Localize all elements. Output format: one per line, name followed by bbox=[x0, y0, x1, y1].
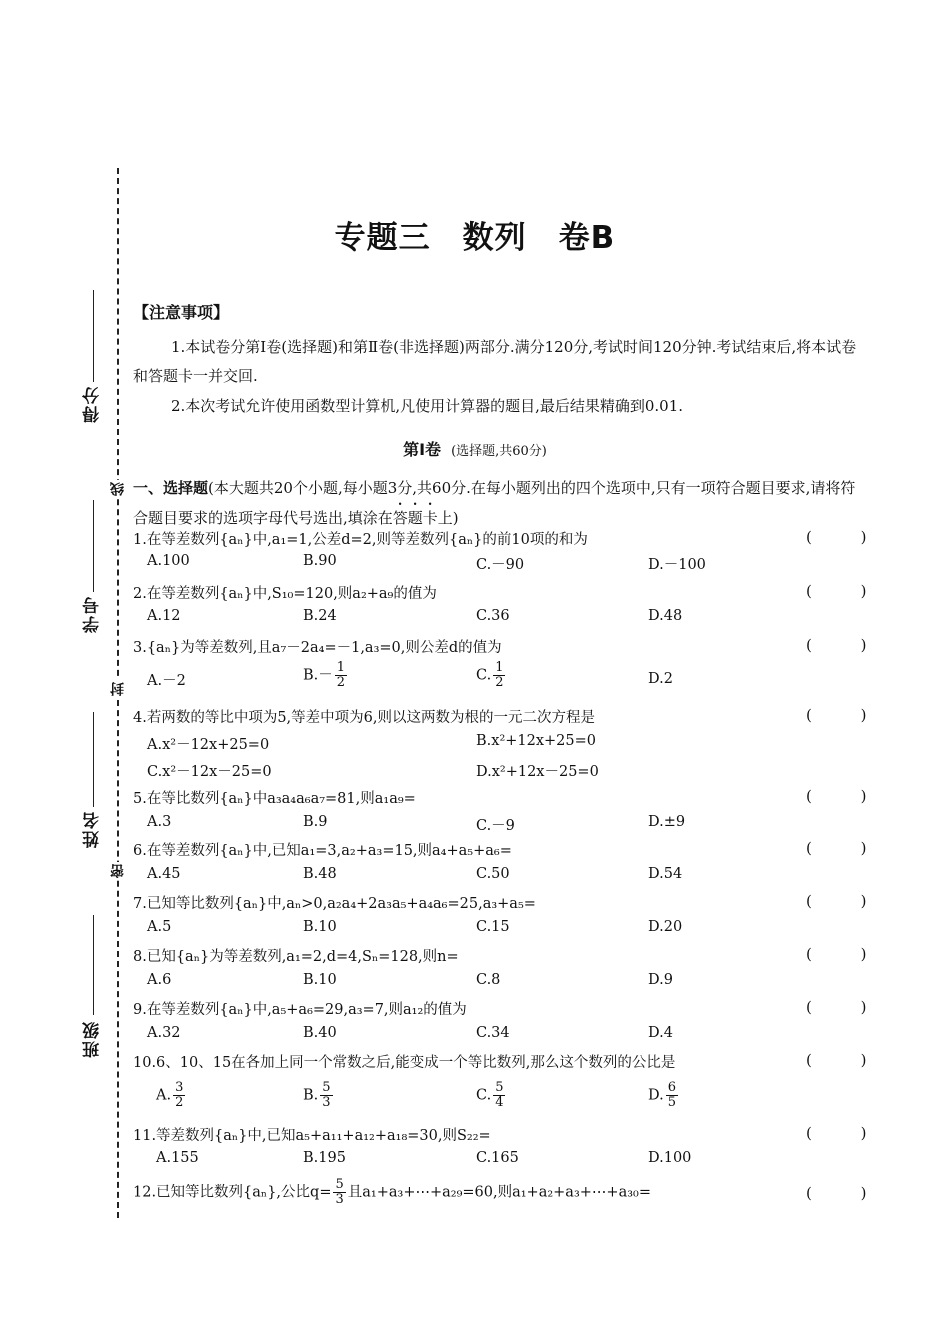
option-7b: B.10 bbox=[303, 919, 337, 935]
score-blank[interactable] bbox=[93, 290, 94, 382]
fraction-numerator: 5 bbox=[335, 1177, 344, 1192]
title-topic: 专题三 bbox=[334, 220, 431, 256]
fraction-3b bbox=[335, 661, 347, 690]
option-6a: A.45 bbox=[147, 866, 181, 882]
section-title: 第Ⅰ卷 bbox=[403, 440, 442, 459]
option-7c: C.15 bbox=[476, 919, 510, 935]
fraction-numerator: 1 bbox=[495, 660, 504, 675]
option-5b: B.9 bbox=[303, 814, 328, 830]
option-4d: D.x²+12x－25=0 bbox=[476, 764, 599, 780]
option-5c: C.－9 bbox=[476, 818, 515, 834]
answer-box-7[interactable]: ( ) bbox=[806, 892, 889, 910]
question-7: 7.已知等比数列{aₙ}中,aₙ>0,a₂a₄+2a₃a₅+a₄a₆=25,a₃+a₅= bbox=[133, 896, 536, 912]
option-1d: D.－100 bbox=[648, 557, 706, 573]
question-8: 8.已知{aₙ}为等差数列,a₁=2,d=4,Sₙ=128,则n= bbox=[133, 949, 459, 965]
option-3c bbox=[476, 661, 507, 690]
option-2b: B.24 bbox=[303, 608, 337, 624]
question-2: 2.在等差数列{aₙ}中,S₁₀=120,则a₂+a₉的值为 bbox=[133, 586, 437, 602]
question-5: 5.在等比数列{aₙ}中a₃a₄a₆a₇=81,则a₁a₉= bbox=[133, 791, 416, 807]
notice-item-1: 1.本试卷分第Ⅰ卷(选择题)和第Ⅱ卷(非选择题)两部分.满分120分,考试时间120分钟.考试结束后,将本试卷和答题卡一并交回. bbox=[133, 338, 857, 385]
answer-box-3[interactable]: ( ) bbox=[806, 636, 889, 654]
instructions-text: (本大题共20个小题,每小题3分,共60分.在每小题列出的四个选项中,只有一项符合题目要求,请将符合题目要求的选项字母代号选出,填涂在 bbox=[133, 479, 856, 527]
option-4c: C.x²－12x－25=0 bbox=[147, 764, 272, 780]
section-heading bbox=[0, 437, 950, 460]
option-3b-label: B.－ bbox=[303, 667, 333, 684]
fraction-3c bbox=[493, 661, 505, 690]
section-instructions bbox=[133, 476, 858, 530]
question-12-suffix: 且a₁+a₃+⋯+a₂₉=60,则a₁+a₂+a₃+⋯+a₃₀= bbox=[347, 1184, 651, 1201]
option-2d: D.48 bbox=[648, 608, 683, 624]
fraction-10b bbox=[320, 1081, 332, 1110]
question-11: 11.等差数列{aₙ}中,已知a₅+a₁₁+a₁₂+a₁₈=30,则S₂₂= bbox=[133, 1128, 491, 1144]
option-1b: B.90 bbox=[303, 553, 337, 569]
answer-box-2[interactable]: ( ) bbox=[806, 582, 889, 600]
option-5a: A.3 bbox=[147, 814, 172, 830]
question-12-prefix: 12.已知等比数列{aₙ},公比q= bbox=[133, 1184, 332, 1201]
option-10b bbox=[303, 1081, 335, 1110]
fraction-numerator: 5 bbox=[322, 1080, 331, 1095]
question-12 bbox=[133, 1178, 853, 1207]
question-3: 3.{aₙ}为等差数列,且a₇－2a₄=－1,a₃=0,则公差d的值为 bbox=[133, 640, 502, 656]
answer-box-8[interactable]: ( ) bbox=[806, 945, 889, 963]
option-8c: C.8 bbox=[476, 972, 501, 988]
answer-box-4[interactable]: ( ) bbox=[806, 706, 889, 724]
option-10a bbox=[156, 1081, 187, 1110]
option-4b: B.x²+12x+25=0 bbox=[476, 733, 597, 749]
option-10c bbox=[476, 1081, 507, 1110]
class-label: 班级 bbox=[83, 1020, 103, 1058]
option-3a: A.－2 bbox=[147, 673, 186, 689]
class-blank[interactable] bbox=[93, 915, 94, 1015]
fraction-denominator: 3 bbox=[335, 1192, 344, 1207]
fraction-denominator: 3 bbox=[322, 1095, 331, 1110]
name-blank[interactable] bbox=[93, 712, 94, 807]
answer-box-1[interactable]: ( ) bbox=[806, 528, 889, 546]
instructions-end: 上) bbox=[437, 509, 459, 527]
option-9b: B.40 bbox=[303, 1025, 337, 1041]
option-11a: A.155 bbox=[156, 1150, 199, 1166]
option-6d: D.54 bbox=[648, 866, 683, 882]
option-7a: A.5 bbox=[147, 919, 172, 935]
option-10d bbox=[648, 1081, 680, 1110]
question-6: 6.在等差数列{aₙ}中,已知a₁=3,a₂+a₃=15,则a₄+a₅+a₆= bbox=[133, 843, 512, 859]
option-5d: D.±9 bbox=[648, 814, 686, 830]
fraction-denominator: 5 bbox=[667, 1095, 676, 1110]
option-6b: B.48 bbox=[303, 866, 337, 882]
option-11c: C.165 bbox=[476, 1150, 519, 1166]
option-11d: D.100 bbox=[648, 1150, 692, 1166]
option-2c: C.36 bbox=[476, 608, 510, 624]
option-1c: C.－90 bbox=[476, 557, 525, 573]
instructions-label: 一、选择题 bbox=[133, 479, 209, 497]
title-subject: 数列 bbox=[462, 220, 527, 256]
score-label: 得分 bbox=[83, 385, 103, 423]
option-3b bbox=[303, 661, 349, 690]
option-10b-label: B. bbox=[303, 1087, 319, 1104]
answer-box-12[interactable]: ( ) bbox=[806, 1184, 889, 1202]
option-8a: A.6 bbox=[147, 972, 172, 988]
answer-box-10[interactable]: ( ) bbox=[806, 1051, 889, 1069]
fraction-denominator: 4 bbox=[495, 1095, 504, 1110]
fraction-numerator: 3 bbox=[175, 1080, 184, 1095]
student-no-label: 学号 bbox=[83, 595, 103, 633]
cut-word-secret: 密 bbox=[110, 864, 126, 878]
instructions-emphasis: 答题卡 bbox=[392, 509, 438, 527]
cut-word-line: 线 bbox=[110, 482, 126, 496]
option-7d: D.20 bbox=[648, 919, 683, 935]
option-10d-label: D. bbox=[648, 1087, 664, 1104]
answer-box-5[interactable]: ( ) bbox=[806, 787, 889, 805]
option-8d: D.9 bbox=[648, 972, 673, 988]
option-11b: B.195 bbox=[303, 1150, 346, 1166]
option-3d: D.2 bbox=[648, 671, 673, 687]
cut-word-seal: 封 bbox=[110, 682, 126, 696]
option-8b: B.10 bbox=[303, 972, 337, 988]
fraction-denominator: 2 bbox=[175, 1095, 184, 1110]
answer-box-6[interactable]: ( ) bbox=[806, 839, 889, 857]
fraction-12 bbox=[333, 1178, 345, 1207]
option-9c: C.34 bbox=[476, 1025, 510, 1041]
fraction-denominator: 2 bbox=[336, 675, 346, 690]
option-10a-label: A. bbox=[156, 1087, 172, 1104]
page-title bbox=[0, 212, 950, 257]
fraction-numerator: 5 bbox=[495, 1080, 504, 1095]
fraction-numerator: 1 bbox=[336, 660, 346, 675]
fraction-10d bbox=[666, 1081, 678, 1110]
fraction-denominator: 2 bbox=[495, 675, 504, 690]
question-1: 1.在等差数列{aₙ}中,a₁=1,公差d=2,则等差数列{aₙ}的前10项的和为 bbox=[133, 532, 588, 548]
question-10: 10.6、10、15在各加上同一个常数之后,能变成一个等比数列,那么这个数列的公比是 bbox=[133, 1055, 676, 1071]
answer-box-9[interactable]: ( ) bbox=[806, 998, 889, 1016]
notice-heading: 【注意事项】 bbox=[133, 303, 230, 322]
option-1a: A.100 bbox=[147, 553, 190, 569]
answer-box-11[interactable]: ( ) bbox=[806, 1124, 889, 1142]
section-subtitle: (选择题,共60分) bbox=[451, 444, 547, 459]
question-9: 9.在等差数列{aₙ}中,a₅+a₆=29,a₃=7,则a₁₂的值为 bbox=[133, 1002, 467, 1018]
option-6c: C.50 bbox=[476, 866, 510, 882]
option-9a: A.32 bbox=[147, 1025, 181, 1041]
student-no-blank[interactable] bbox=[93, 500, 94, 592]
fraction-10c bbox=[493, 1081, 505, 1110]
name-label: 姓名 bbox=[83, 810, 103, 848]
title-volume: 卷B bbox=[558, 220, 616, 256]
option-9d: D.4 bbox=[648, 1025, 673, 1041]
option-2a: A.12 bbox=[147, 608, 181, 624]
fraction-10a bbox=[173, 1081, 185, 1110]
option-3c-label: C. bbox=[476, 667, 492, 684]
fraction-numerator: 6 bbox=[667, 1080, 676, 1095]
option-4a: A.x²－12x+25=0 bbox=[147, 737, 270, 753]
option-10c-label: C. bbox=[476, 1087, 492, 1104]
notice-item-2: 2.本次考试允许使用函数型计算机,凡使用计算器的题目,最后结果精确到0.01. bbox=[171, 397, 684, 415]
question-4: 4.若两数的等比中项为5,等差中项为6,则以这两数为根的一元二次方程是 bbox=[133, 710, 596, 726]
